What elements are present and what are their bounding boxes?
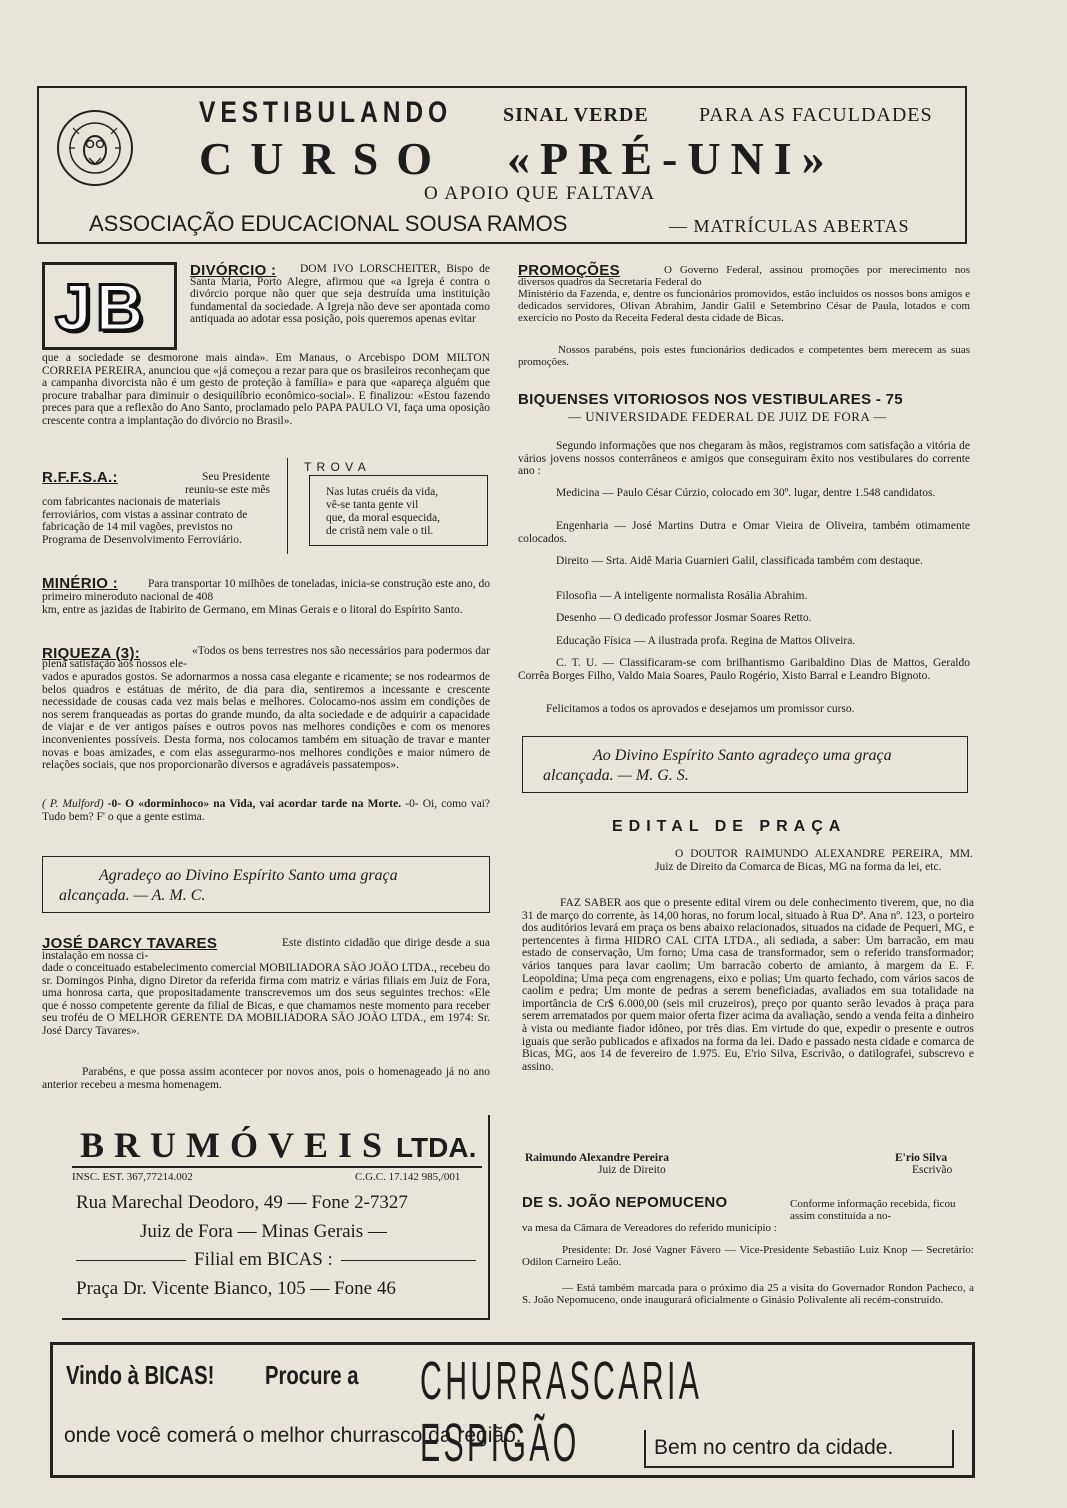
jose-lead: Este distinto cidadão que dirige desde a sua instalação em nossa ci-	[42, 937, 490, 962]
vestibulares-item-4: Filosofia — A inteligente normalista Rosália Abrahim.	[556, 590, 808, 602]
divorcio-lead: DOM IVO LORSCHEITER, Bispo de Santa Maria, Porto Alegre, afirmou que «a Igreja é contra o divórcio porque não quer que seja destruída uma instituição fundamental da sociedade. A Igreja não deve ser apontada como antiquada ao adotar essa posição, pois queremos apenas evitar	[190, 263, 490, 326]
vestibulares-heading: BIQUENSES VITORIOSOS NOS VESTIBULARES - 75	[518, 391, 903, 408]
para-as-faculdades: PARA AS FACULDADES	[699, 104, 933, 126]
rffsa-lead: Seu Presidente reuniu-se este mês	[185, 471, 270, 496]
edital-heading: EDITAL DE PRAÇA	[612, 818, 847, 835]
riqueza-body: vados e apurados gostos. Se adornarmos a nossa casa elegante e ricamente; se nos rodearmos de belos quadros e estátuas de mérito, de dia para dia, sentiremos a incessante e crescente necessidade de cousas cada vez mais belas e melhores. Colocamo-nos assim em condições de nos serem franqueadas as portas do grande mundo, da alta sociedade e de adquirir a capacidade de viajar e de ver antigos países e outros povos nas melhores condições e com os menores inconvenientes possíveis. Desta forma, nos colocamos também em situação de travar e manter novas e boas amizades, e com elas assegurarmo-nos melhores condições e maior número de relações sociais, que nos proporcionarão diversos e agradáveis passatempos».	[42, 671, 490, 772]
brumoveis-address: Rua Marechal Deodoro, 49 — Fone 2-7327	[76, 1192, 408, 1213]
churrascaria-tagline: onde você comerá o melhor churrasco da região.	[64, 1424, 522, 1447]
churrascaria-name: CHURRASCARIA ESPIGÃO	[420, 1351, 701, 1473]
jose-para2: Parabéns, e que possa assim acontecer por novos anos, pois o homenageado já no ano anterior recebeu a mesma homenagem.	[42, 1066, 490, 1091]
curso-title: CURSO	[199, 133, 451, 184]
jose-body: dade o conceituado estabelecimento comercial MOBILIADORA SÃO JOÃO LTDA., recebeu do sr. Domingos Pinha, digno Diretor da referida firma com matriz e várias filiais em Juiz de Fora, uma honrosa carta, que propositadamente transcrevemos um dos seus seguintes trechos: «Ele que é nosso competente gerente da filial de Bicas, e que chamamos neste momento para receber seu troféu de O MELHOR GERENTE DA MOBILIADORA SÃO JOÃO LTDA., em 1974: Sr. José Darcy Tavares».	[42, 962, 490, 1037]
brumoveis-filial-row: Filial em BICAS :	[76, 1249, 476, 1271]
trova-box: Nas lutas cruéis da vida, vê-se tanta gente vil que, da moral esquecida, de cristã nem vale o til.	[309, 475, 488, 546]
top-ad	[37, 86, 967, 244]
brumoveis-filial-address: Praça Dr. Vicente Bianco, 105 — Fone 46	[76, 1278, 396, 1299]
associacao-text: ASSOCIAÇÃO EDUCACIONAL SOUSA RAMOS	[89, 211, 568, 236]
riqueza-tail: ( P. Mulford) -0- O «dorminhoco» na Vida, vai acordar tarde na Morte. -0- Oi, como vai? Tudo bem? F' o que a gente estima.	[42, 798, 491, 823]
pre-uni-title: «PRÉ-UNI»	[507, 133, 835, 184]
nepomuceno-body: va mesa da Câmara de Vereadores do referido município :	[522, 1222, 777, 1234]
graca-left-box: Agradeço ao Divino Espírito Santo uma graça alcançada. — A. M. C.	[42, 856, 490, 913]
churrascaria-centro: Bem no centro da cidade.	[654, 1436, 894, 1459]
edital-body: FAZ SABER aos que o presente edital virem ou dele conhecimento tiverem, que, no dia 31 de março do corrente, às 14,00 horas, no forum local, situado à Rua Dª. Ana nº. 123, o porteiro dos auditórios levará em praça os bens abaixo relacionados, situados na cidade de Pequeri, MG, e pertencentes à firma HIDRO CAL CITA LTDA., ali sediada, a saber: Um barracão, em mau estado de conservação, Um forno; Uma casa de transformador, sem o referido transformador; vários tanques para lavar caolim; Um barracão coberto de amianto, à margem da E. F. Leopoldina; Uma peça com engrenagens, eixo e polias; Um quarto fechado, com vários sacos de caolim e pedra; Um monte de pedras a serem beneficiadas, avaliados em sua totalidade na importância de Cr$ 6.000,00 (seis mil cruzeiros), preço por quanto serão levados à praça para serem arrematados por quem maior oferta fizer acima da avaliação, sendo a venda feita a dinheiro à vista ou mediante fiador idôneo, por três dias. Em virtude do que, expedir o presente e outros iguais que serão publicados e afixados na forma da lei. Dado e passado nesta cidade e comarca de Bicas, MG, aos 14 de fevereiro de 1.975. Eu, E'rio Silva, Escrivão, o datilografei, subscrevo e assino.	[522, 897, 974, 1073]
brumoveis-rule	[72, 1166, 482, 1168]
edital-sig2-name: E'rio Silva	[895, 1152, 948, 1164]
vestibulares-item-1: Medicina — Paulo César Cúrzio, colocado em 30º. lugar, dentre 1.548 candidatos.	[556, 487, 936, 499]
brumoveis-title: BRUMÓVEIS LTDA.	[80, 1125, 477, 1165]
apoio-text: O APOIO QUE FALTAVA	[424, 183, 656, 204]
nepomuceno-officers: Presidente: Dr. José Vagner Fávero — Vice-Presidente Sebastião Luiz Knop — Secretário: Odilon Carneiro Leão.	[522, 1244, 974, 1268]
vestibulares-sub: — UNIVERSIDADE FEDERAL DE JUIZ DE FORA —	[568, 409, 887, 424]
rffsa-body: com fabricantes nacionais de materiais ferroviários, com vistas a assinar contrato de fabricação de 14 mil vagões, previstos no Programa de Desenvolvimento Ferroviário.	[42, 496, 248, 546]
jb-logo: JB	[42, 262, 177, 350]
procure-a: Procure a	[265, 1360, 359, 1390]
vestibulares-item-7: C. T. U. — Classificaram-se com brilhantismo Garibaldino Dias de Mattos, Geraldo Corrêa Borges Filho, Valdo Maia Soares, Paulo Rogério, Xisto Barral e Leandro Bignoto.	[518, 657, 970, 682]
promocoes-lead: O Governo Federal, assinou promoções por merecimento nos diversos quadros da Secretaria Federal do	[518, 264, 970, 288]
nepomuceno-para2: — Está também marcada para o próximo dia 25 a visita do Governador Rondon Pacheco, a S. João Nepomuceno, onde inaugurará oficialmente o Ginásio Polivalente ali recém-construído.	[522, 1282, 974, 1306]
divorcio-heading: DIVÓRCIO :	[190, 262, 277, 279]
vindo-bicas: Vindo à BICAS!	[66, 1360, 215, 1390]
vestibulando-title: VESTIBULANDO	[199, 96, 453, 129]
sinal-verde: SINAL VERDE	[503, 104, 649, 126]
promocoes-heading: PROMOÇÕES	[518, 262, 620, 279]
brumoveis-insc: INSC. EST. 367,77214.002	[72, 1171, 193, 1183]
owl-seal-icon	[55, 108, 135, 188]
vestibulares-item-2: Engenharia — José Martins Dutra e Omar Vieira de Oliveira, também otimamente colocados.	[518, 520, 970, 545]
minerio-lead: Para transportar 10 milhões de toneladas, inicia-se construção este ano, do primeiro mineroduto nacional de 408	[42, 578, 490, 603]
brumoveis-cgc: C.G.C. 17.142 985,/001	[355, 1171, 461, 1183]
edital-sig1-name: Raimundo Alexandre Pereira	[525, 1152, 669, 1164]
minerio-heading: MINÉRIO :	[42, 575, 119, 592]
vestibulares-item-3: Direito — Srta. Aidê Maria Guarnieri Galil, classificada também com destaque.	[556, 555, 923, 567]
nepomuceno-lead: Conforme informação recebida, ficou assim constituída a no-	[790, 1198, 956, 1222]
jose-heading: JOSÉ DARCY TAVARES	[42, 935, 218, 952]
riqueza-lead: «Todos os bens terrestres nos são necessários para podermos dar plena satisfação aos nossos ele-	[42, 645, 490, 670]
edital-sig2-role: Escrivão	[912, 1164, 953, 1176]
brumoveis-city: Juiz de Fora — Minas Gerais —	[140, 1221, 387, 1242]
promocoes-para2: Nossos parabéns, pois estes funcionários dedicados e competentes bem merecem as suas promoções.	[518, 344, 970, 368]
trova-heading: T R O V A	[304, 460, 367, 474]
rffsa-heading: R.F.F.S.A.:	[42, 469, 118, 486]
vestibulares-item-6: Educação Física — A ilustrada profa. Regina de Mattos Oliveira.	[556, 635, 856, 647]
nepomuceno-heading: DE S. JOÃO NEPOMUCENO	[522, 1194, 728, 1211]
vestibulares-intro: Segundo informações que nos chegaram às mãos, registramos com satisfação a vitória de vários jovens nossos conterrâneos e amigos que conseguiram êxito nos vestibulares do corrente ano :	[518, 440, 970, 478]
vestibulares-item-5: Desenho — O dedicado professor Josmar Soares Retto.	[556, 612, 812, 624]
divorcio-body: que a sociedade se desmorone mais ainda». Em Manaus, o Arcebispo DOM MILTON CORREIA PEREIRA, anunciou que «já começou a rezar para que os brasileiros reconheçam que a campanha divorcista não é um gesto de proteção à família» e para que «apareça alguém que procure trabalhar para diminuir o desiquilíbrio econômico-social». E finalizou: «Estou fazendo preces para que a reflexão do Ano Santo, proclamado pelo PAPA PAULO VI, faça uma oposição crescente contra a implantação do divórcio no Brasil».	[42, 352, 490, 427]
riqueza-heading: RIQUEZA (3):	[42, 645, 141, 662]
matriculas-text: — MATRÍCULAS ABERTAS	[669, 216, 910, 236]
vestibulares-closing: Felicitamos a todos os aprovados e desejamos um promissor curso.	[546, 703, 855, 715]
promocoes-body: Ministério da Fazenda, e, dentre os funcionários promovidos, estão incluidos os nossos bons amigos e dedicados servidores, Olivan Abrahim, Jandir Galil e Setembrino César de Paula, lotados e com exercício no Posto da Receita Federal desta cidade de Bicas.	[518, 288, 970, 324]
edital-intro: O DOUTOR RAIMUNDO ALEXANDRE PEREIRA, MM. Juiz de Direito da Comarca de Bicas, MG na forma da lei, etc.	[655, 848, 973, 873]
edital-sig1-role: Juiz de Direito	[598, 1164, 666, 1176]
graca-right-box: Ao Divino Espírito Santo agradeço uma graça alcançada. — M. G. S.	[522, 736, 968, 793]
minerio-body: km, entre as jazidas de Itabirito de Germano, em Minas Gerais e o litoral do Espírito Santo.	[42, 604, 463, 616]
